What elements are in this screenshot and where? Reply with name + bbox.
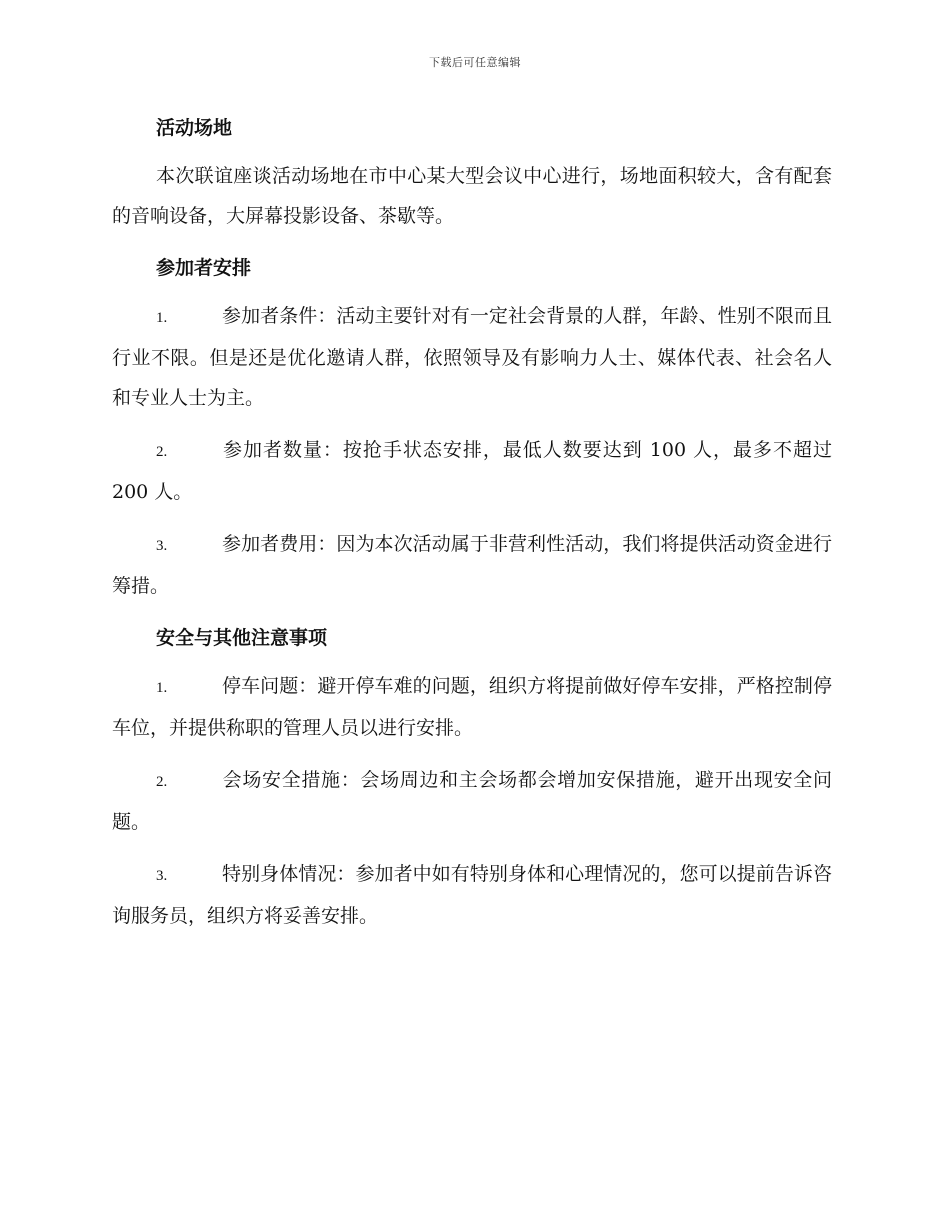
list-number: 3.: [156, 538, 168, 554]
list-text: 会场安全措施：会场周边和主会场都会增加安保措施，避开出现安全问题。: [112, 769, 832, 833]
list-item: [112, 524, 832, 606]
document-body: [112, 108, 832, 948]
venue-paragraph: 本次联谊座谈活动场地在市中心某大型会议中心进行，场地面积较大，含有配套的音响设备，大屏幕投影设备、茶歇等。: [112, 165, 832, 227]
list-number: 2.: [156, 444, 168, 460]
list-item: [112, 296, 832, 418]
list-number: 2.: [156, 774, 168, 790]
section-safety: [112, 618, 832, 936]
list-text: 特别身体情况：参加者中如有特别身体和心理情况的，您可以提前告诉咨询服务员，组织方将妥善安排。: [112, 863, 832, 927]
section-venue: [112, 108, 832, 236]
section-heading-venue: 活动场地: [156, 117, 233, 139]
list-item: [112, 430, 832, 512]
list-number: 3.: [156, 868, 168, 884]
list-text: 参加者费用：因为本次活动属于非营利性活动，我们将提供活动资金进行筹措。: [112, 533, 832, 597]
list-item: [112, 760, 832, 842]
section-heading-safety: 安全与其他注意事项: [156, 627, 328, 649]
section-heading-participants: 参加者安排: [156, 257, 252, 279]
list-text: 参加者数量：按抢手状态安排，最低人数要达到 100 人，最多不超过 200 人。: [112, 439, 832, 503]
section-participants: [112, 248, 832, 606]
list-text: 参加者条件：活动主要针对有一定社会背景的人群，年龄、性别不限而且行业不限。但是还是优化邀请人群，依照领导及有影响力人士、媒体代表、社会名人和专业人士为主。: [112, 305, 832, 409]
list-text: 停车问题：避开停车难的问题，组织方将提前做好停车安排，严格控制停车位，并提供称职的管理人员以进行安排。: [112, 675, 832, 739]
list-number: 1.: [156, 310, 168, 326]
list-item: [112, 666, 832, 748]
header-note: 下载后可任意编辑: [429, 56, 521, 69]
list-number: 1.: [156, 680, 168, 696]
list-item: [112, 854, 832, 936]
